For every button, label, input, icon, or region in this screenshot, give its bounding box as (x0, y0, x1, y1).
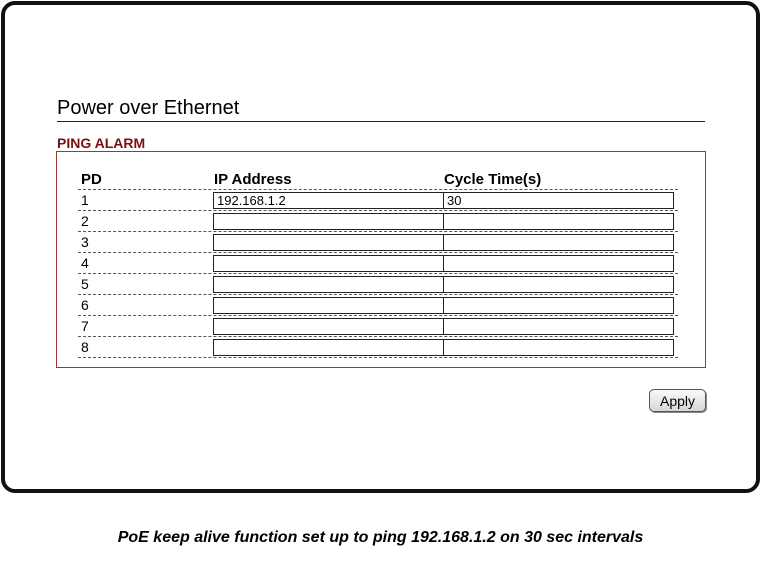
pd-number: 7 (81, 318, 89, 334)
column-header-cycle-time: Cycle Time(s) (444, 171, 542, 188)
cycle-time-input[interactable] (443, 297, 674, 314)
ip-address-input[interactable] (213, 318, 444, 335)
column-header-pd: PD (81, 171, 102, 188)
table-row (78, 211, 678, 232)
pd-number: 1 (81, 192, 89, 208)
cycle-time-input[interactable] (443, 213, 674, 230)
ip-address-input[interactable] (213, 255, 444, 272)
pd-number: 5 (81, 276, 89, 292)
cycle-time-input[interactable] (443, 255, 674, 272)
cycle-time-input[interactable] (443, 276, 674, 293)
ip-address-input[interactable] (213, 297, 444, 314)
ping-alarm-table (78, 169, 678, 358)
table-row (78, 337, 678, 358)
column-header-ip-address: IP Address (214, 171, 292, 188)
ping-alarm-panel (56, 151, 706, 368)
cycle-time-input[interactable] (443, 318, 674, 335)
table-row (78, 274, 678, 295)
ip-address-input[interactable] (213, 213, 444, 230)
cycle-time-input[interactable] (443, 192, 674, 209)
table-header-row (78, 169, 678, 190)
pd-number: 2 (81, 213, 89, 229)
figure-caption: PoE keep alive function set up to ping 192.168.1.2 on 30 sec intervals (117, 529, 644, 546)
table-row (78, 190, 678, 211)
apply-button[interactable]: Apply (649, 389, 706, 412)
ip-address-input[interactable] (213, 234, 444, 251)
pd-number: 4 (81, 255, 89, 271)
table-row (78, 295, 678, 316)
ip-address-input[interactable] (213, 192, 444, 209)
cycle-time-input[interactable] (443, 234, 674, 251)
table-row (78, 232, 678, 253)
section-title-ping-alarm: PING ALARM (57, 135, 146, 151)
pd-number: 6 (81, 297, 89, 313)
cycle-time-input[interactable] (443, 339, 674, 356)
pd-number: 3 (81, 234, 89, 250)
pd-number: 8 (81, 339, 89, 355)
table-row (78, 253, 678, 274)
ip-address-input[interactable] (213, 276, 444, 293)
table-row (78, 316, 678, 337)
ip-address-input[interactable] (213, 339, 444, 356)
page-title: Power over Ethernet (57, 96, 705, 122)
